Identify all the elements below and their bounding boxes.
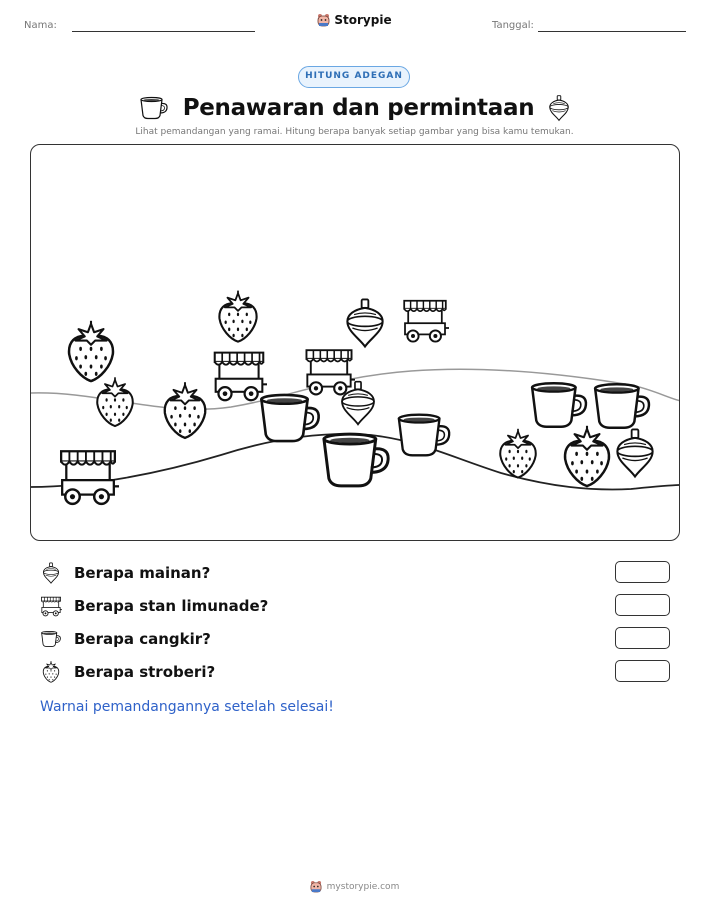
strawberry-icon [40,661,62,683]
strawberry-picture [69,321,113,381]
strawberry-picture [565,426,609,486]
question-text: Berapa cangkir? [74,630,211,648]
footer-url[interactable]: mystorypie.com [326,881,400,892]
cup-picture [595,384,649,427]
name-line [72,31,255,32]
cup-picture [399,415,449,456]
cup-picture [532,383,586,426]
date-field[interactable] [492,20,534,31]
title-row [0,90,709,126]
cup-icon [139,95,169,121]
counting-scene [30,144,680,541]
question-text: Berapa stan limunade? [74,597,269,615]
strawberry-picture [500,429,535,478]
answer-box-toys[interactable] [615,561,670,583]
question-strawberries [40,659,670,685]
brand-name: Storypie [334,13,392,27]
spinning-top-icon [40,562,62,584]
cup-picture [261,395,318,441]
spinning-top-icon [548,94,570,122]
footer [0,880,709,893]
strawberry-picture [165,382,206,438]
cup-picture [324,434,388,486]
page-subtitle: Lihat pemandangan yang ramai. Hitung berapa banyak setiap gambar yang bisa kamu temukan. [135,127,574,137]
spinning-top-picture [347,299,382,346]
question-cups [40,626,670,652]
cup-icon [40,628,62,650]
activity-badge: HITUNG ADEGAN [298,66,410,88]
question-text: Berapa stroberi? [74,663,216,681]
storypie-logo-icon [317,13,330,27]
answer-box-stands[interactable] [615,594,670,616]
lemonade-stand-picture [306,350,355,394]
storypie-logo-icon [310,880,322,893]
answer-box-strawberries[interactable] [615,660,670,682]
date-label: Tanggal: [492,20,534,31]
question-text: Berapa mainan? [74,564,211,582]
lemonade-stand-picture [215,353,267,401]
brand-header [0,12,709,31]
lemonade-stand-picture [404,301,449,342]
question-toys [40,560,670,586]
page-title: Penawaran dan permintaan [182,95,535,121]
question-stands [40,593,670,619]
strawberry-picture [219,291,256,342]
answer-box-cups[interactable] [615,627,670,649]
date-line [538,31,686,32]
name-label: Nama: [24,20,57,31]
lemonade-stand-icon [40,595,62,617]
strawberry-picture [97,377,132,426]
lemonade-stand-picture [61,451,119,504]
spinning-top-picture [617,429,652,476]
coloring-note: Warnai pemandangannya setelah selesai! [40,699,334,715]
